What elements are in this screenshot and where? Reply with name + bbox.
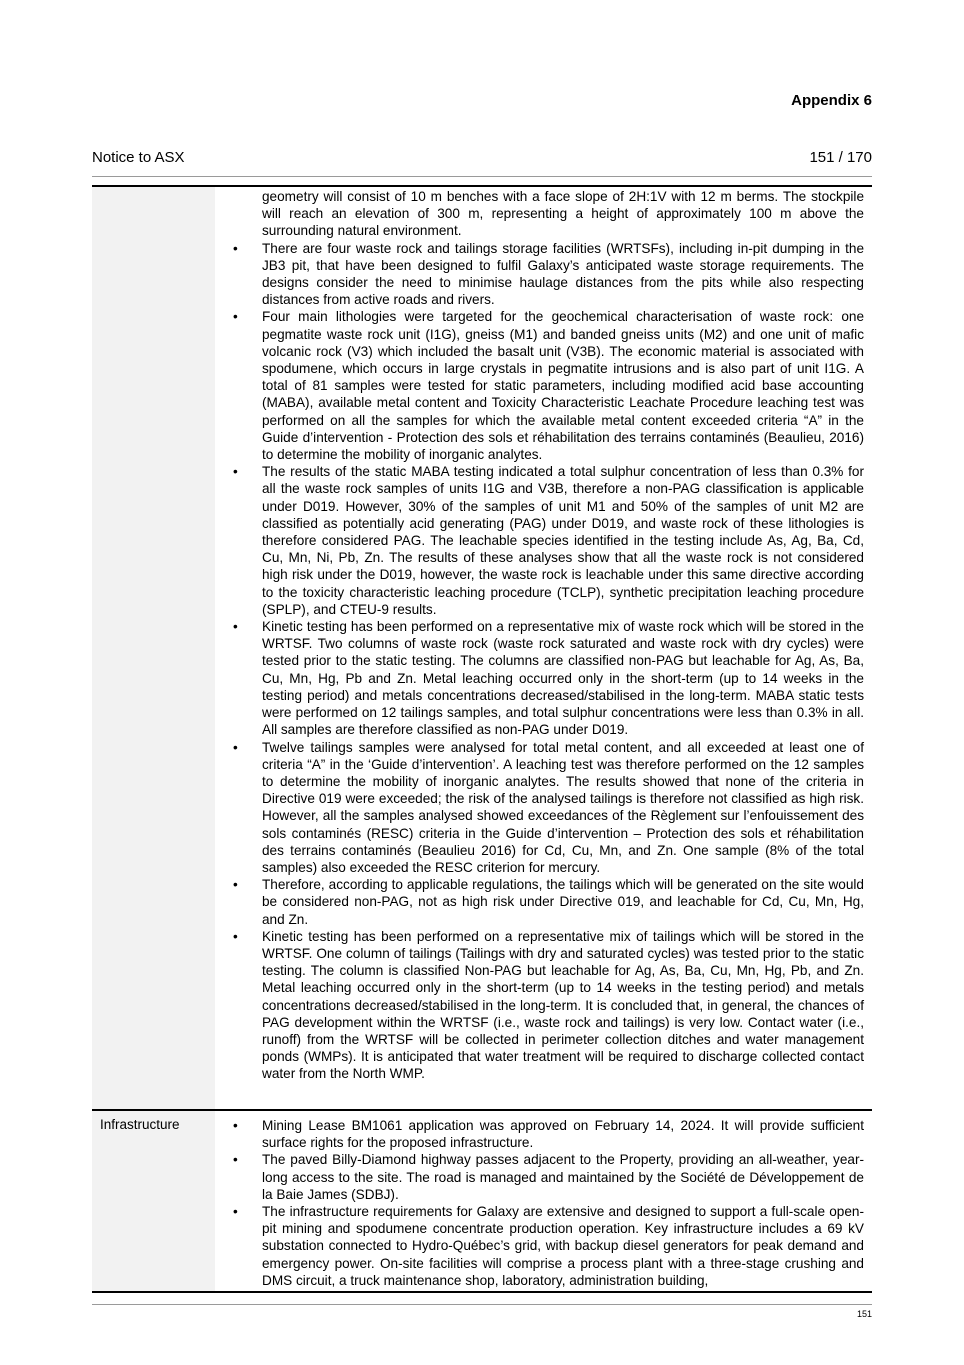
footer-divider [92, 1304, 872, 1305]
bullet-icon: • [233, 877, 238, 893]
list-item: • Kinetic testing has been performed on a representative mix of tailings which will be stored in the WRTSF. One column of tailings (Tailings with dry and saturated cycles) was tested prior to the static testing. The column is classified Non-PAG but leachable for Ag, As, Ba, Cu, Mn, Hg, Pb, and Zn. Metal leaching occurred only in the short-term (up to 14 weeks in the testing period) and metals concentrations decreased/stabilised in the long-term. It is concluded that, in general, the chances of PAG development within the WRTSF (i.e., waste rock and tailings) is very low. Contact water (i.e., runoff) from the WRTSF will be collected in perimeter collection ditches and water management ponds (WMPs). It is anticipated that water treatment will be required to discharge collected contact water from the North WMP. [233, 928, 864, 1082]
bullet-icon: • [233, 928, 238, 944]
bullet-list [215, 240, 864, 1083]
bullet-icon: • [233, 1118, 238, 1133]
row-label-infrastructure: Infrastructure [92, 1111, 215, 1291]
table-row [92, 1111, 872, 1293]
content-table [92, 185, 872, 1293]
list-item: • Therefore, according to applicable regulations, the tailings which will be generated on the site would be considered non-PAG, not as high risk under Directive 019, and leachable for Cd, Cu, Mn, Hg, and Zn. [233, 877, 864, 927]
row-content [215, 187, 872, 1109]
table-row [92, 185, 872, 1111]
page-indicator: 151 / 170 [809, 149, 872, 166]
list-item: • There are four waste rock and tailings storage facilities (WRTSFs), including in-pit dumping in the JB3 pit, that have been designed to fulfil Galaxy’s anticipated waste storage requirements. The designs consider the need to minimise haulage distances from the pits while also respecting distances from active roads and rivers. [233, 240, 864, 308]
continued-paragraph: geometry will consist of 10 m benches with a face slope of 2H:1V with 12 m berms. The stockpile will reach an elevation of 300 m, representing a height of approximately 100 m above the surrounding natural environment. [262, 189, 864, 239]
bullet-icon: • [233, 309, 238, 325]
list-item: • Mining Lease BM1061 application was approved on February 14, 2024. It will provide sufficient surface rights for the proposed infrastructure. [233, 1118, 864, 1151]
bullet-icon: • [233, 1204, 238, 1220]
bullet-icon: • [233, 739, 238, 755]
appendix-title: Appendix 6 [791, 92, 872, 109]
header-divider [92, 176, 872, 177]
bullet-icon: • [233, 1152, 238, 1168]
notice-title: Notice to ASX [92, 149, 185, 166]
list-item: • Twelve tailings samples were analysed for total metal content, and all exceeded at least one of criteria “A” in the ‘Guide d’intervention’. A leaching test was therefore performed on the 12 samples to determine the mobility of inorganic analytes. The results showed that none of the criteria in Directive 019 were exceeded; the risk of the analysed tailings is therefore not classified as high risk. However, all the samples analysed showed exceedances of the Règlement sur l’enfouissement des sols contaminés (RESC) criteria in the Guide d’intervention – Protection des sols et réhabilitation des terrains contaminés (Beaulieu 2016) for Cd, Cu, Mn, and Zn. One sample (8% of the total samples) also exceeded the RESC criterion for mercury. [233, 739, 864, 875]
list-item: • Kinetic testing has been performed on a representative mix of waste rock which will be stored in the WRTSF. Two columns of waste rock (waste rock saturated and waste rock with dry cycles) were tested prior to the static testing. The columns are classified non-PAG but leachable for Ag, As, Ba, Cu, Mn, Hg, Pb and Zn. Metal leaching occurred only in the short-term (up to 14 weeks in the testing period) and metals concentrations decreased/stabilised in the long-term. MABA static tests were performed on 12 tailings samples, and total sulphur concentrations were less than 0.3% in all. All samples are therefore classified as non-PAG under D019. [233, 619, 864, 738]
bullet-icon: • [233, 619, 238, 635]
page-number: 151 [856, 1309, 872, 1319]
bullet-icon: • [233, 464, 238, 480]
bullet-icon: • [233, 240, 238, 256]
row-content [215, 1111, 872, 1291]
list-item: • The infrastructure requirements for Galaxy are extensive and designed to support a full-scale open-pit mining and spodumene concentrate production operation. Key infrastructure includes a 69 kV substation connected to Hydro-Québec’s grid, with backup diesel generators for peak demand and emergency power. On-site facilities will comprise a process plant with a three-stage crushing and DMS circuit, a truck maintenance shop, laboratory, administration building, [233, 1204, 864, 1288]
bullet-list [215, 1117, 864, 1289]
list-item: • Four main lithologies were targeted for the geochemical characterisation of waste rock: one pegmatite waste rock unit (I1G), gneiss (M1) and banded gneiss units (M2) and one unit of mafic volcanic rock (V3) which included the basalt unit (V3B). The economic material is associated with spodumene, which occurs in large crystals in pegmatite intrusions and is also part of unit I1G. A total of 81 samples were tested for static parameters, including modified acid base accounting (MABA), available metal content and Toxicity Characteristic Leachate Procedure leaching test was performed on all the samples for which the available metal content exceeded criteria “A” in the Guide d’intervention - Protection des sols et réhabilitation des terrains contaminés (Beaulieu, 2016) to determine the mobility of inorganic analytes. [233, 309, 864, 463]
list-item: • The results of the static MABA testing indicated a total sulphur concentration of less than 0.3% for all the waste rock samples of units I1G and V3B, therefore a non-PAG classification is applicable under D019. However, 30% of the samples of unit M1 and 50% of the samples of unit M2 are classified as potentially acid generating (PAG) under D019, and waste rock of these lithologies is therefore considered PAG. The leachable species identified in the testing include As, Ag, Ba, Cd, Cu, Mn, Ni, Pb, Zn. The results of these analyses show that all the waste rock is not considered high risk under the D019, however, the waste rock is leachable under this same directive according to the toxicity characteristic leaching procedure (TCLP), synthetic precipitation leaching procedure (SPLP), and CTEU-9 results. [233, 464, 864, 617]
row-label [92, 187, 215, 1109]
list-item: • The paved Billy-Diamond highway passes adjacent to the Property, providing an all-weather, year-long access to the site. The road is managed and maintained by the Société de Développement de la Baie James (SDBJ). [233, 1152, 864, 1202]
